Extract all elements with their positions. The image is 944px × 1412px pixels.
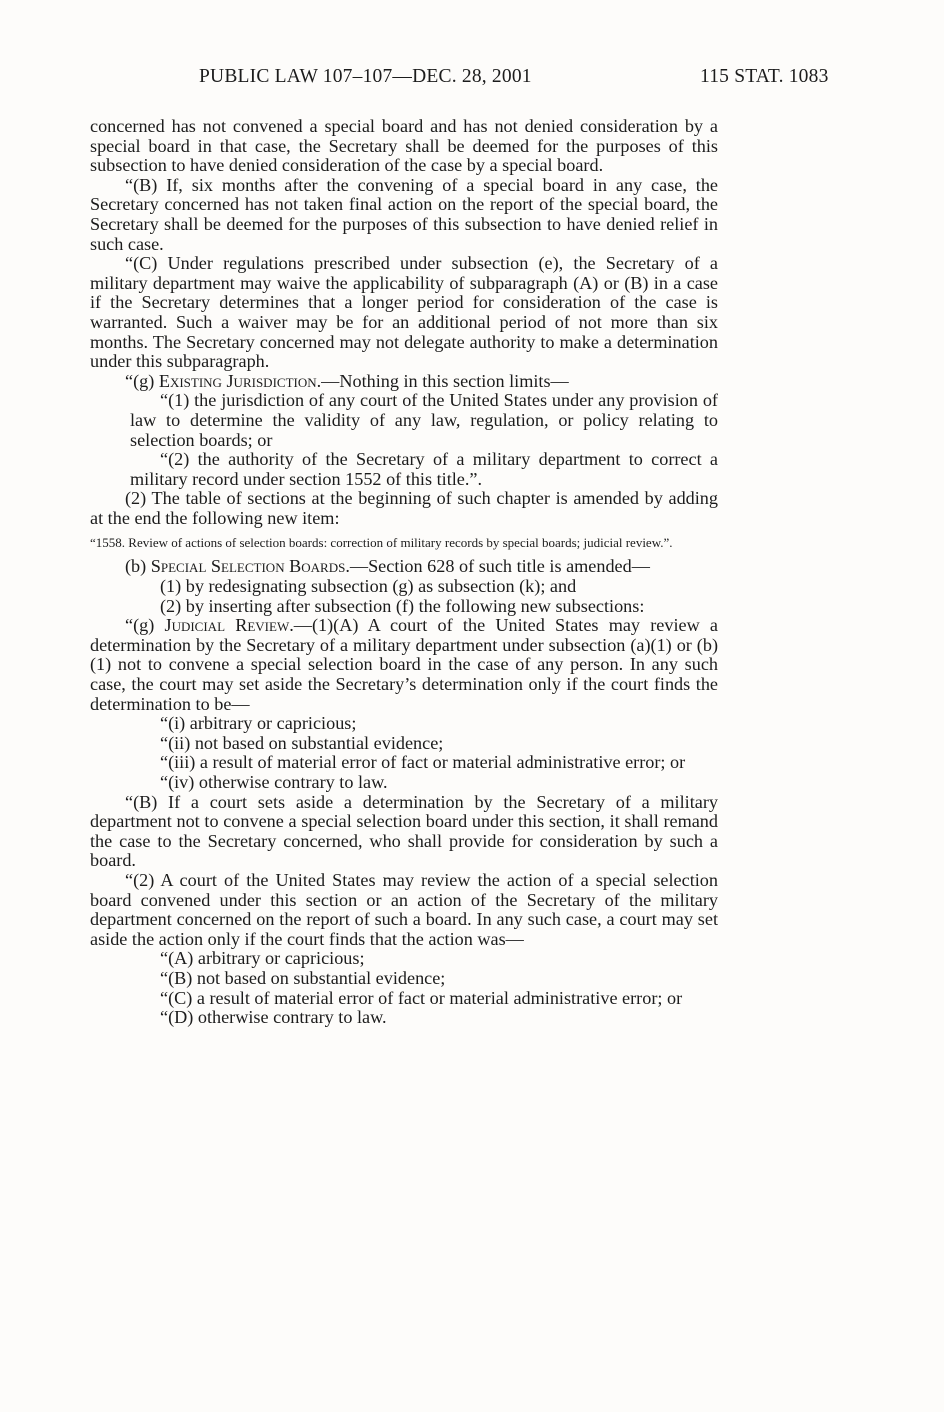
paragraph — [90, 557, 718, 577]
paragraph: “(D) otherwise contrary to law. — [160, 1007, 387, 1028]
paragraph: (1) by redesignating subsection (g) as subsection (k); and — [160, 576, 577, 597]
paragraph: “(B) If, six months after the convening of a special board in any case, the Secretary concerned has not taken final action on the report of the special board, the Secretary shall be deemed for the purposes of this subsection to have denied relief in such case. — [90, 174, 718, 254]
running-header — [0, 66, 944, 96]
paragraph: “(A) arbitrary or capricious; — [160, 948, 365, 969]
paragraph: (2) by inserting after subsection (f) the following new subsections: — [160, 595, 645, 616]
section-marker: “(g) — [125, 615, 165, 636]
section-heading: Special Selection Boards — [150, 556, 346, 577]
paragraph: “(iii) a result of material error of fact or material administrative error; or — [160, 752, 686, 773]
paragraph — [90, 372, 718, 392]
header-title: PUBLIC LAW 107–107—DEC. 28, 2001 — [199, 66, 532, 87]
section-text: .—(1)(A) A court of the United States may review a determination by the Secretary of a military department under subsection (a)(1) or (b)(1) not to convene a special selection board in the case of any person. In any such case, the court may set aside the Secretary’s determination only if the court finds the determination to be— — [90, 615, 719, 714]
body-text — [90, 117, 718, 1028]
table-of-sections-item: “1558. Review of actions of selection boards: correction of military records by special boards; judicial review.”. — [90, 535, 673, 551]
paragraph: (2) The table of sections at the beginning of such chapter is amended by adding at the end the following new item: — [90, 488, 718, 528]
paragraph: “(B) If a court sets aside a determination by the Secretary of a military department not to convene a special selection board under this section, it shall remand the case to the Secretary concerned, who shall provide for consideration by such a board. — [90, 791, 718, 871]
spacer — [90, 528, 718, 535]
section-text: .—Section 628 of such title is amended— — [345, 556, 650, 577]
paragraph: “(ii) not based on substantial evidence; — [160, 732, 444, 753]
paragraph: “(C) Under regulations prescribed under subsection (e), the Secretary of a military department may waive the applicability of subparagraph (A) or (B) in a case if the Secretary determines that a longer period for consideration of the case is warranted. Such a waiver may be for an additional period of not more than six months. The Secretary concerned may not delegate authority to make a determination under this subparagraph. — [90, 253, 718, 372]
paragraph: “(2) the authority of the Secretary of a military department to correct a military record under section 1552 of this title.”. — [130, 449, 718, 489]
paragraph: “(B) not based on substantial evidence; — [160, 967, 446, 988]
paragraph: “(C) a result of material error of fact or material administrative error; or — [160, 987, 683, 1008]
section-heading: Existing Jurisdiction — [158, 370, 317, 391]
paragraph: “(i) arbitrary or capricious; — [160, 713, 357, 734]
paragraph: “(2) A court of the United States may review the action of a special selection board convened under this section or an action of the Secretary of the military department concerned on the report of such a board. In any such case, a court may set aside the action only if the court finds that the action was— — [90, 869, 718, 949]
header-stat-page: 115 STAT. 1083 — [700, 66, 829, 87]
section-marker: (b) — [125, 556, 151, 577]
paragraph — [90, 616, 718, 714]
paragraph: “(1) the jurisdiction of any court of the United States under any provision of law to determine the validity of any law, regulation, or policy relating to selection boards; or — [130, 390, 718, 450]
section-heading: Judicial Review — [164, 615, 290, 636]
section-marker: “(g) — [125, 370, 159, 391]
section-text: .—Nothing in this section limits— — [316, 370, 569, 391]
paragraph: concerned has not convened a special board and has not denied consideration by a special board in that case, the Secretary shall be deemed for the purposes of this subsection to have denied consideration of the case by a special board. — [90, 116, 718, 176]
paragraph: “(iv) otherwise contrary to law. — [160, 772, 388, 792]
